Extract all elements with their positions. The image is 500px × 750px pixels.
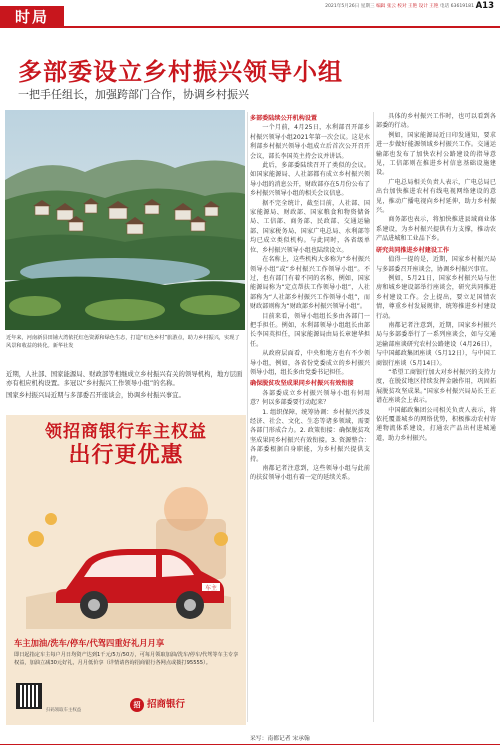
article-paragraph: 商务部也表示，将加快推进县域商业体系建设，为乡村振兴提供有力支撑，推动农产品进城和工业品下乡。 bbox=[376, 216, 496, 243]
qr-label: 扫码领取车主权益 bbox=[46, 708, 82, 713]
village-photo bbox=[5, 110, 245, 330]
footer-rule bbox=[0, 744, 500, 745]
photo-caption: 近年来，河南新县田铺大湾依托红色资源和绿色生态，打造“红色乡村”旅游点，助力乡村振兴，实现了风景和收益的转化。新华社发 bbox=[6, 335, 240, 349]
column-divider bbox=[247, 112, 248, 722]
article-paragraph: 从政府层面看，中央和地方也有不少领导小组，例如，各省份党委成立的乡村振兴领导小组，组长多由党委书记担任。 bbox=[250, 350, 370, 376]
bank-name: 招商银行 bbox=[147, 699, 186, 710]
meta-tel: 电话 63619181 bbox=[439, 4, 474, 9]
ad-title-line-1: 领招商银行车主权益 bbox=[45, 422, 207, 442]
lead-paragraph: 国家乡村振兴局近期与多部委召开座谈会，协调乡村振兴事宜。 bbox=[6, 391, 185, 399]
section-subheading: 多部委陆续公开机构设置 bbox=[250, 115, 318, 122]
article-paragraph: 南都记者注意到，近期，国家乡村振兴局与多部委举行了一系列座谈会，如与交通运输部座谈研究农村公路建设（4月26日），与中国邮政集团座谈（5月12日），与中国工商银行座谈（5月14日）。 bbox=[376, 321, 496, 367]
article-paragraph: 广电总局相关负责人表示，广电总局已出台加快推进农村有线电视网络建设的意见，推动广播电视向乡村延伸，助力乡村振兴。 bbox=[376, 178, 496, 215]
bank-logo-icon: 招 bbox=[130, 698, 144, 712]
article-byline: 采写：南都记者 宋承翰 bbox=[250, 736, 310, 742]
article-paragraph: 例如，国家能源局近日印发通知，要求进一步做好能源领域乡村振兴工作。交通运输部也发布了加快农村公路建设的指导意见，工信部则在推进乡村信息基础设施建设。 bbox=[376, 131, 496, 177]
article-paragraph: 此后，多部委陆续召开了类似的会议。如国家能源局、人社部都有成立乡村振兴领导小组的消息公开，财政部亦在5月份公布了乡村振兴领导小组的相关会议信息。 bbox=[250, 162, 370, 198]
article-paragraph: 各部委成立乡村振兴领导小组有何用意？何以多部委要行动起来？ bbox=[250, 389, 370, 407]
car-plate-text: 车主 bbox=[204, 585, 218, 592]
meta-weekday: 星期三 bbox=[360, 4, 375, 9]
article-paragraph: 中国邮政集团公司相关负责人表示，将依托覆盖城乡的网络优势，积极推动农村寄递物流体系建设，打通农产品出村进城通道，助力乡村振兴。 bbox=[376, 406, 496, 442]
article-headline: 多部委设立乡村振兴领导小组 bbox=[18, 58, 343, 86]
article-paragraph: 具体的乡村振兴工作时，也可以看到各部委的行动。 bbox=[376, 113, 496, 130]
car-illustration bbox=[6, 479, 246, 634]
header-meta bbox=[325, 3, 474, 9]
article-paragraph: 据不完全统计，截至目前，人社部、国家能源局、财政部、国家粮食和物资储备局、工信部、商务部、民政部、交通运输部、国家税务局、国家广电总局、水利部等均已成立类似机构。与此同时，各省级单位、乡村振兴领导小组也陆续设立。 bbox=[250, 199, 370, 254]
article-paragraph: 例如，5月21日，国家乡村振兴局与住房和城乡建设部举行座谈会，研究共同推进乡村建设工作。会上提出，要立足国情农情，尊重乡村发展规律，统筹推进乡村建设行动。 bbox=[376, 274, 496, 320]
article-column-2 bbox=[250, 112, 370, 483]
section-subheading: 确保脱贫攻坚成果同乡村振兴有效衔接 bbox=[250, 380, 354, 388]
article-paragraph: 南都记者注意到，这些领导小组与此前的扶贫领导小组有着一定的延续关系。 bbox=[250, 465, 370, 482]
article-photo bbox=[5, 110, 245, 330]
article-paragraph: 目前来看，领导小组组长多由各部门一把手担任。例如，水利部领导小组组长由部长李国英担任，国家能源局由局长章建华担任。 bbox=[250, 312, 370, 348]
bank-advertisement bbox=[6, 415, 246, 725]
article-paragraph: 1. 组织保障，统筹协调：乡村振兴涉及经济、社会、文化、生态等诸多领域，需要各部门形成合力。2. 政策衔接：确保脱贫攻坚成果同乡村振兴有效衔接。3. 资源整合：各部委根据自身职能，为乡村振兴提供支持。 bbox=[250, 408, 370, 463]
ad-title-line-2: 出行更优惠 bbox=[68, 443, 184, 468]
article-column-3 bbox=[376, 112, 496, 443]
column-divider bbox=[373, 112, 374, 722]
page-header bbox=[0, 0, 500, 28]
bank-logo bbox=[130, 696, 185, 712]
article-paragraph: “希望工商银行加大对乡村振兴的支持力度，在脱贫地区持续发挥金融作用，巩固拓展脱贫攻坚成果。”国家乡村振兴局局长王正谱在座谈会上表示。 bbox=[376, 368, 496, 405]
header-rule bbox=[64, 26, 500, 28]
qr-code-icon bbox=[16, 683, 42, 709]
page-number: A13 bbox=[475, 1, 494, 11]
article-paragraph: 在名称上，这些机构大多称为“乡村振兴领导小组”或“乡村振兴工作领导小组”。不过，也有部门有着不同的名称，例如，国家能源局称为“定点帮扶工作领导小组”，人社部称为“人社部乡村振兴工作领导小组”，而财政部则称为“财政部乡村振兴领导小组”。 bbox=[250, 256, 370, 311]
meta-date: 2021年5月26日 bbox=[325, 4, 360, 9]
ad-title bbox=[6, 421, 246, 469]
article-lead bbox=[6, 370, 246, 403]
article-subhead: 一把手任组长，加强跨部门合作，协调乡村振兴 bbox=[18, 88, 249, 101]
section-tab: 时局 bbox=[0, 6, 64, 28]
section-subheading: 研究共同推进乡村建设工作 bbox=[376, 246, 450, 254]
meta-staff: 编辑 张云 校对 王艳 设计 王艳 bbox=[376, 4, 439, 9]
lead-paragraph: 近期，人社部、国家能源局、财政部等相继成立乡村振兴有关的领导机构，地方层面亦有相应机构设置。多冠以“乡村振兴工作领导小组”的名称。 bbox=[6, 370, 243, 387]
ad-body: 即日起指定车主每户月日均资产达到1千元/5万/50万，可每月领取加油/洗车/停车/代驾等车主专享权益，加油立减30元好礼，月月低价享（详情请咨询招商银行各网点或拨打95555）。 bbox=[14, 652, 239, 666]
article-paragraph: 一个月前，4月25日，水利部召开部乡村振兴领导小组2021年第一次会议。这是水利部乡村振兴领导小组成立后首次公开召开会议，部长李国英主持会议并讲话。 bbox=[250, 124, 370, 160]
article-paragraph: 值得一提的是，近期，国家乡村振兴局与多部委召开座谈会，协调乡村振兴事宜。 bbox=[376, 256, 496, 273]
ad-slogan: 车主加油/洗车/停车/代驾四重好礼月月享 bbox=[14, 638, 165, 648]
